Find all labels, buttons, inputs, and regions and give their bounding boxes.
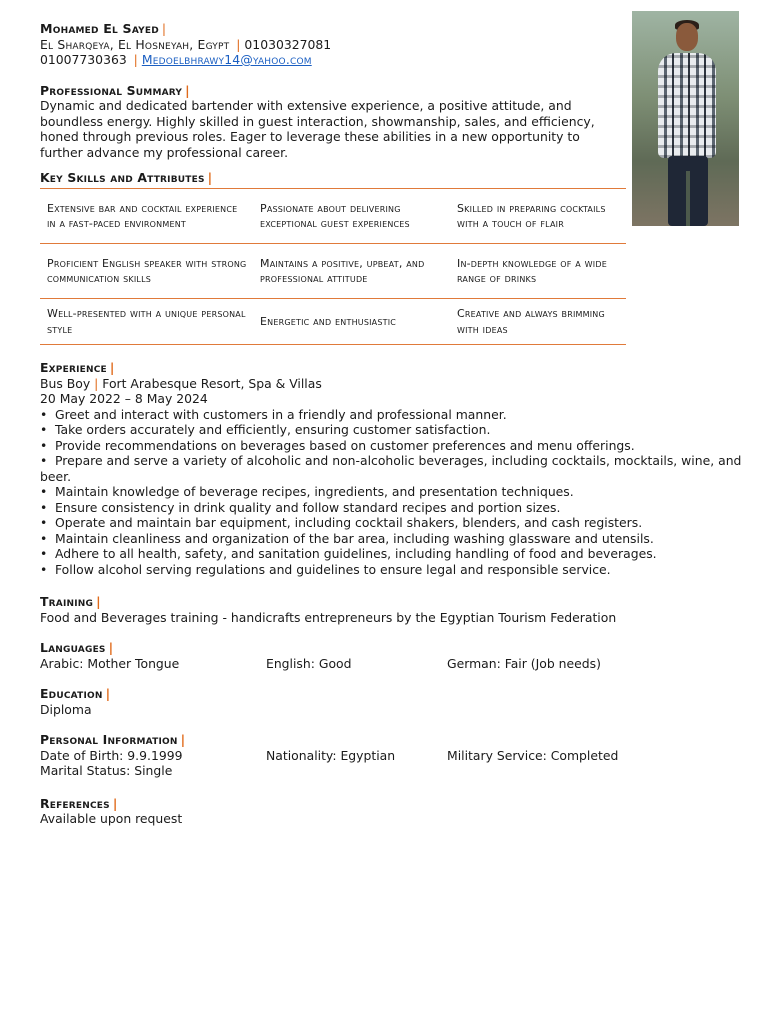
list-item: • Greet and interact with customers in a friendly and professional manner. [40,407,760,423]
personal-section [40,732,760,779]
skill-cell: Passionate about delivering exceptional guest experiences [253,189,450,244]
marital-status: Marital Status: Single [40,763,173,778]
education-heading: Education | [40,686,111,701]
languages-heading: Languages | [40,640,114,655]
accent-bar: | [133,52,138,67]
skills-row [40,244,626,299]
skill-cell: Maintains a positive, upbeat, and professional attitude [253,244,450,299]
accent-bar: | [94,375,99,391]
job-company: Fort Arabesque Resort, Spa & Villas [102,375,322,391]
language-item: Arabic: Mother Tongue [40,655,180,671]
education-text: Diploma [40,701,92,717]
skill-cell: Extensive bar and cocktail experience in a fast-paced environment [40,189,253,244]
address: El Sharqeya, El Hosneyah, Egypt [40,36,230,52]
languages-row [40,656,760,672]
accent-bar: | [161,21,167,36]
list-item: • Maintain knowledge of beverage recipes, ingredients, and presentation techniques. [40,484,760,500]
list-item: • Follow alcohol serving regulations and guidelines to ensure legal and responsible service. [40,562,760,578]
job-duties-list [40,407,760,578]
list-item: • Prepare and serve a variety of alcoholic and non-alcoholic beverages, including cocktails, mocktails, wine, and [40,453,760,469]
training-section [40,594,760,625]
list-item: • Ensure consistency in drink quality and follow standard recipes and portion sizes. [40,500,760,516]
skill-cell: Energetic and enthusiastic [253,299,450,345]
list-item: • Operate and maintain bar equipment, including cocktail shakers, blenders, and cash registers. [40,515,760,531]
summary-heading: Professional Summary | [40,82,190,98]
experience-heading: Experience | [40,360,115,375]
education-section [40,686,760,717]
skills-row [40,299,626,345]
date-of-birth: Date of Birth: 9.9.1999 [40,747,183,763]
personal-heading: Personal Information | [40,732,186,747]
skill-cell: Creative and always brimming with ideas [450,299,626,345]
skills-row [40,189,626,244]
skill-cell: Skilled in preparing cocktails with a touch of flair [450,189,626,244]
job-title-line [40,376,760,392]
skills-heading: Key Skills and Attributes | [40,170,213,185]
languages-section [40,640,760,671]
job-dates: 20 May 2022 – 8 May 2024 [40,391,208,406]
resume-body [40,360,760,827]
references-text: Available upon request [40,811,183,826]
phone-primary: 01030327081 [244,36,332,52]
list-item: • Adhere to all health, safety, and sanitation guidelines, including handling of food and beverages. [40,546,760,562]
training-heading: Training | [40,594,101,609]
list-item: • Maintain cleanliness and organization of the bar area, including washing glassware and utensils. [40,531,760,547]
skills-table [40,188,626,345]
references-section [40,796,760,827]
references-heading: References | [40,795,118,811]
list-item-continuation: beer. [40,468,72,484]
accent-bar: | [236,36,241,52]
list-item: • Take orders accurately and efficiently, ensuring customer satisfaction. [40,422,760,438]
summary-text: Dynamic and dedicated bartender with extensive experience, a positive attitude, and boundless energy. Highly skilled in guest interaction, showmanship, sales, and efficiency, honed through previous roles. Eager to leverage these abilities in a new opportunity to further advance my professional career. [40,98,595,160]
list-item: • Provide recommendations on beverages based on customer preferences and menu offerings. [40,438,760,454]
skill-cell: Proficient English speaker with strong communication skills [40,244,253,299]
language-item: German: Fair (Job needs) [447,655,601,671]
language-item: English: Good [266,655,352,671]
personal-row [40,748,760,764]
candidate-name: Mohamed El Sayed [40,21,159,36]
nationality: Nationality: Egyptian [266,747,396,763]
email-link[interactable]: Medoelbhrawy14@yahoo.com [141,52,312,67]
training-text: Food and Beverages training - handicrafts entrepreneurs by the Egyptian Tourism Federation [40,609,617,625]
skill-cell: Well-presented with a unique personal style [40,299,253,345]
military-service: Military Service: Completed [447,747,619,763]
skill-cell: In-depth knowledge of a wide range of drinks [450,244,626,299]
phone-secondary: 01007730363 [40,52,127,67]
job-role: Bus Boy [40,375,91,391]
resume-header [40,21,760,186]
